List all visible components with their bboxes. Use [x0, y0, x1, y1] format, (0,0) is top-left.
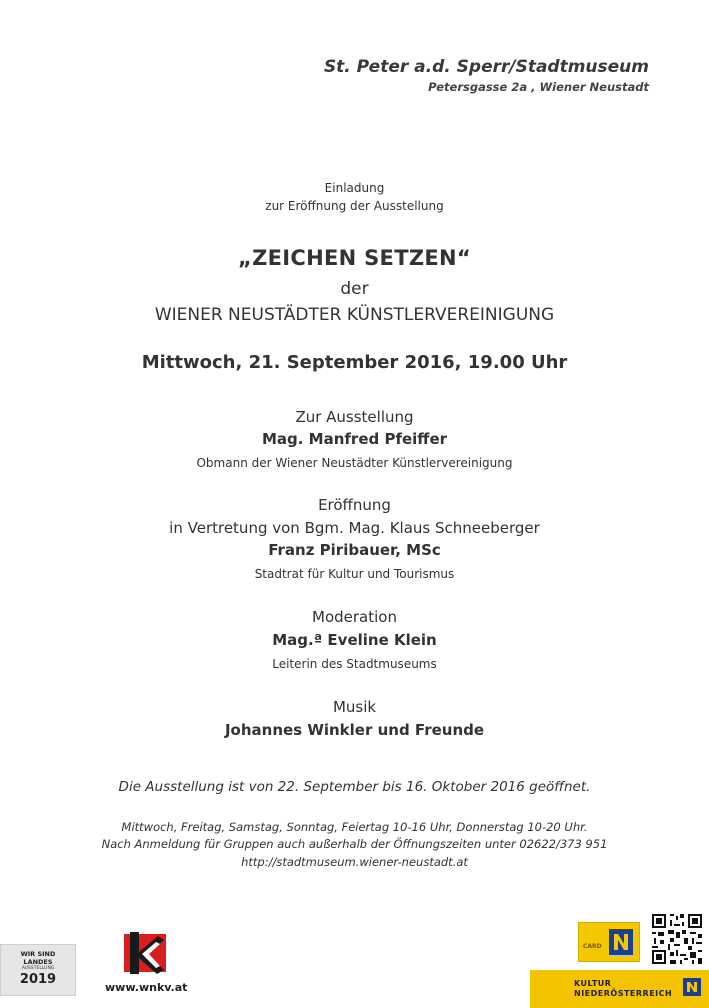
- intro-heading: Zur Ausstellung: [295, 408, 414, 426]
- opening-speaker-role: Stadtrat für Kultur und Tourismus: [254, 567, 455, 581]
- exhibition-title: „ZEICHEN SETZEN“: [238, 246, 471, 270]
- intro-speaker-role: Obmann der Wiener Neustädter Künstlervereinigung: [196, 456, 513, 470]
- noe-n-icon: [683, 978, 701, 996]
- moderation-heading: Moderation: [312, 608, 397, 626]
- intro-speaker: Mag. Manfred Pfeiffer: [261, 430, 448, 448]
- moderator-name: Mag.ª Eveline Klein: [272, 631, 437, 649]
- landesausstellung-badge: [0, 944, 76, 996]
- card-label: CARD: [583, 943, 602, 950]
- group-booking-info: Nach Anmeldung für Gruppen auch außerhalb der Öffnungszeiten unter 02622/373 951: [101, 837, 608, 851]
- badge-line1: WIR SIND: [20, 950, 56, 958]
- opening-hours: Mittwoch, Freitag, Samstag, Sonntag, Feiertag 10-16 Uhr, Donnerstag 10-20 Uhr.: [121, 820, 588, 834]
- wnkv-url[interactable]: www.wnkv.at: [105, 981, 188, 994]
- qr-code-icon[interactable]: [650, 912, 704, 966]
- music-performers: Johannes Winkler und Freunde: [224, 721, 485, 739]
- invitation-subtitle: zur Eröffnung der Ausstellung: [265, 199, 444, 213]
- kultur-noe-logo-text: [574, 979, 672, 999]
- event-datetime: Mittwoch, 21. September 2016, 19.00 Uhr: [141, 352, 568, 373]
- invitation-label: Einladung: [324, 181, 385, 195]
- moderator-role: Leiterin des Stadtmuseums: [272, 657, 437, 671]
- title-connector: der: [340, 279, 369, 299]
- noe-card-logo: [578, 922, 640, 962]
- noe-n-icon: [609, 929, 633, 955]
- badge-line3: AUSSTELLUNG: [21, 966, 55, 971]
- kultur-line2: NIEDERÖSTERREICH: [574, 989, 673, 998]
- organization-name: WIENER NEUSTÄDTER KÜNSTLERVEREINIGUNG: [154, 305, 555, 325]
- museum-url[interactable]: http://stadtmuseum.wiener-neustadt.at: [241, 855, 468, 869]
- kultur-line1: KULTUR: [574, 979, 612, 988]
- venue-address: Petersgasse 2a , Wiener Neustadt: [428, 80, 649, 94]
- badge-year: 2019: [19, 972, 57, 987]
- wnkv-logo-icon: [122, 930, 168, 976]
- opening-representation: in Vertretung von Bgm. Mag. Klaus Schneeberger: [169, 519, 540, 537]
- venue-block: [324, 57, 649, 94]
- badge-line2: LANDES: [23, 958, 53, 966]
- music-heading: Musik: [332, 698, 377, 716]
- opening-heading: Eröffnung: [318, 496, 391, 514]
- venue-name: St. Peter a.d. Sperr/Stadtmuseum: [323, 57, 649, 77]
- opening-speaker: Franz Piribauer, MSc: [268, 541, 441, 559]
- exhibition-run: Die Ausstellung ist von 22. September bis 16. Oktober 2016 geöffnet.: [118, 779, 591, 795]
- kultur-noe-bar: [530, 970, 709, 1008]
